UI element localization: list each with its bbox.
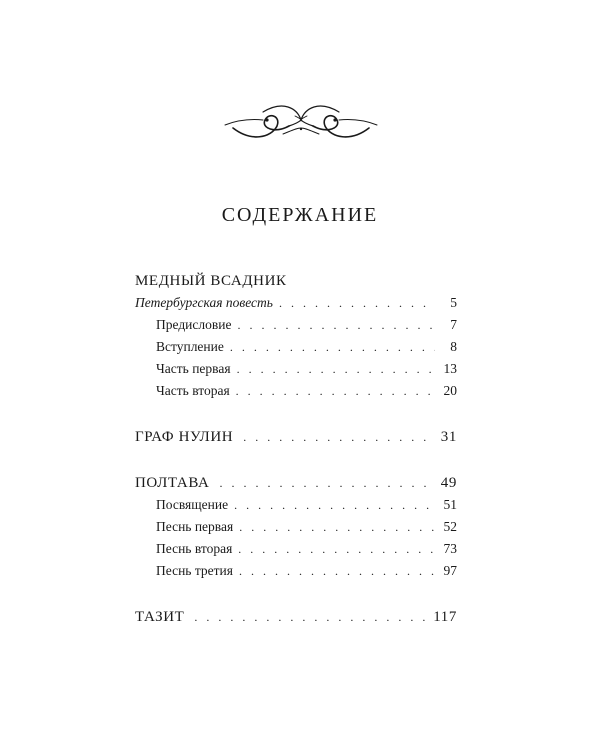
toc-entry-page: 13 xyxy=(443,361,457,376)
ornament-flourish-icon xyxy=(223,98,379,144)
toc-entry-page: 7 xyxy=(450,317,457,332)
toc-entry-page: 49 xyxy=(440,475,457,491)
toc-entry-page: 8 xyxy=(450,339,457,354)
toc-entry-label: Предисловие xyxy=(156,317,232,332)
toc-leader-dots xyxy=(238,538,435,560)
toc-entry-page: 51 xyxy=(443,497,457,512)
toc-entry-page: 20 xyxy=(443,383,457,398)
toc-leader-dots xyxy=(239,560,435,582)
toc-entry[interactable] xyxy=(135,560,457,582)
toc-entry[interactable] xyxy=(135,336,457,358)
toc-leader-dots xyxy=(243,426,435,448)
toc-entry-label: Петербургская повесть xyxy=(135,295,273,310)
toc-entry-label: Песнь вторая xyxy=(156,541,233,556)
toc-section-title: МЕДНЫЙ ВСАДНИК xyxy=(135,273,287,289)
toc-entry-label: ТАЗИТ xyxy=(135,609,185,625)
toc-entry-label: ГРАФ НУЛИН xyxy=(135,429,234,445)
section-gap xyxy=(135,402,457,426)
toc-leader-dots xyxy=(239,516,435,538)
toc-leader-dots xyxy=(234,494,435,516)
toc-entry-page: 31 xyxy=(440,429,457,445)
toc-leader-dots xyxy=(279,292,435,314)
toc-entry[interactable] xyxy=(135,314,457,336)
toc-entry-page: 117 xyxy=(433,609,457,625)
toc-entry-page: 52 xyxy=(443,519,457,534)
toc-leader-dots xyxy=(237,314,435,336)
toc-leader-dots xyxy=(236,380,435,402)
toc-entry[interactable] xyxy=(135,538,457,560)
toc-entry[interactable] xyxy=(135,472,457,494)
toc-leader-dots xyxy=(219,472,434,494)
toc-entry-label: Вступление xyxy=(156,339,224,354)
toc-leader-dots xyxy=(230,336,435,358)
toc-entry-page: 5 xyxy=(450,295,457,310)
toc-entry[interactable] xyxy=(135,494,457,516)
toc-entry[interactable] xyxy=(135,516,457,538)
table-of-contents xyxy=(135,270,457,628)
toc-entry[interactable] xyxy=(135,292,457,314)
toc-entry-label: Часть первая xyxy=(156,361,231,376)
toc-entry-page: 97 xyxy=(443,563,457,578)
toc-entry-label: Песнь третия xyxy=(156,563,233,578)
toc-leader-dots xyxy=(237,358,435,380)
toc-entry[interactable] xyxy=(135,426,457,448)
toc-entry[interactable] xyxy=(135,606,457,628)
toc-leader-dots xyxy=(194,606,427,628)
section-gap xyxy=(135,448,457,472)
toc-entry-label: ПОЛТАВА xyxy=(135,475,210,491)
toc-entry-label: Часть вторая xyxy=(156,383,230,398)
toc-entry-label: Песнь первая xyxy=(156,519,234,534)
toc-entry-label: Посвящение xyxy=(156,497,229,512)
toc-entry-page: 73 xyxy=(443,541,457,556)
section-gap xyxy=(135,582,457,606)
page-title: СОДЕРЖАНИЕ xyxy=(221,204,379,226)
toc-entry[interactable] xyxy=(135,380,457,402)
toc-entry[interactable] xyxy=(135,358,457,380)
